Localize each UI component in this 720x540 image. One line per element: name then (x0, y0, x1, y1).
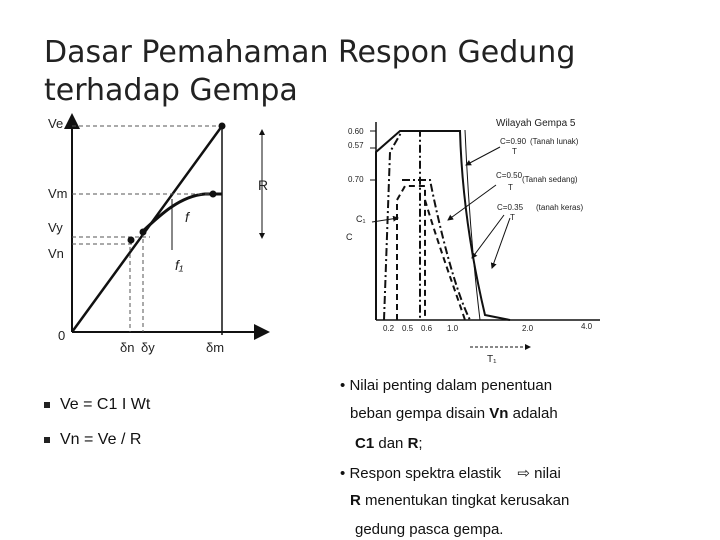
f1-label: f₁ (175, 257, 184, 273)
origin-label: 0 (58, 328, 66, 343)
note-1-line-1: • Nilai penting dalam penentuan (340, 377, 553, 394)
page-title: Dasar Pemahaman Respon Gedung terhadap Gempa (44, 35, 576, 108)
note-2-line-3: gedung pasca gempa. (355, 521, 504, 538)
spectrum-title: Wilayah Gempa 5 (496, 118, 576, 129)
bullet-vn (44, 431, 141, 449)
dm-label: δm (206, 340, 225, 355)
leader-hard2 (492, 218, 510, 268)
curve-medium-t: T (508, 183, 513, 192)
t1-label: T₁ (487, 354, 497, 365)
r-label: R (258, 177, 269, 193)
bullet-ve-text: Ve = C1 I Wt (60, 396, 151, 413)
curve-medium-c: C=0.50 (496, 171, 523, 180)
vy-point (140, 229, 147, 236)
dy-label: δy (141, 340, 155, 355)
note-2-line-2: R menentukan tingkat kerusakan (350, 492, 570, 509)
curve-soft-c: C=0.90 (500, 137, 527, 146)
vm-label: Vm (48, 186, 68, 201)
y-tick-070: 0.70 (348, 175, 364, 184)
y-tick-057: 0.57 (348, 141, 364, 150)
ve-label: Ve (48, 116, 64, 131)
curve-medium-soil: (Tanah sedang) (522, 175, 578, 184)
spectrum-medium-curve (402, 180, 470, 320)
bullet-ve (44, 396, 150, 414)
vn-label: Vn (48, 246, 64, 261)
curve-soft-soil: (Tanah lunak) (530, 137, 579, 146)
leader-hard (472, 215, 504, 258)
x-tick-40: 4.0 (581, 322, 593, 331)
x-tick-06: 0.6 (421, 324, 433, 333)
c1-label: C₁ (356, 214, 366, 224)
spectrum-medium-soil (384, 131, 420, 320)
note-1-line-2: beban gempa disain Vn adalah (350, 405, 558, 422)
x-tick-05: 0.5 (402, 324, 414, 333)
bullet-dot-icon: • (340, 377, 346, 394)
capacity-curve (142, 194, 222, 232)
bullet-dot-icon: • (340, 465, 346, 482)
arrow-right-icon: ⇨ (517, 465, 530, 482)
ve-point (219, 123, 226, 130)
x-tick-10: 1.0 (447, 324, 459, 333)
right-diagram (346, 118, 600, 365)
note-2-line-1: • Respon spektra elastik ⇨ nilai (340, 465, 561, 482)
f-label: f (185, 209, 189, 225)
curve-hard-c: C=0.35 (497, 203, 524, 212)
curve-hard-t: T (510, 213, 515, 222)
curve-soft-t: T (512, 147, 517, 156)
left-diagram (48, 115, 268, 355)
bullet-square-icon (44, 437, 50, 443)
x-tick-20: 2.0 (522, 324, 534, 333)
c-label: C (346, 232, 353, 242)
spectrum-hard-curve (425, 200, 465, 320)
bullet-square-icon (44, 402, 50, 408)
leader-medium (448, 185, 496, 220)
note-1-line-3: C1 dan R; (355, 435, 423, 452)
x-tick-02: 0.2 (383, 324, 395, 333)
vy-label: Vy (48, 220, 63, 235)
bullet-vn-text: Vn = Ve / R (60, 431, 142, 448)
vm-point (210, 191, 217, 198)
dn-label: δn (120, 340, 135, 355)
vn-point (128, 237, 135, 244)
leader-soft (466, 147, 500, 165)
curve-hard-soil: (tanah keras) (536, 203, 584, 212)
y-tick-060: 0.60 (348, 127, 364, 136)
